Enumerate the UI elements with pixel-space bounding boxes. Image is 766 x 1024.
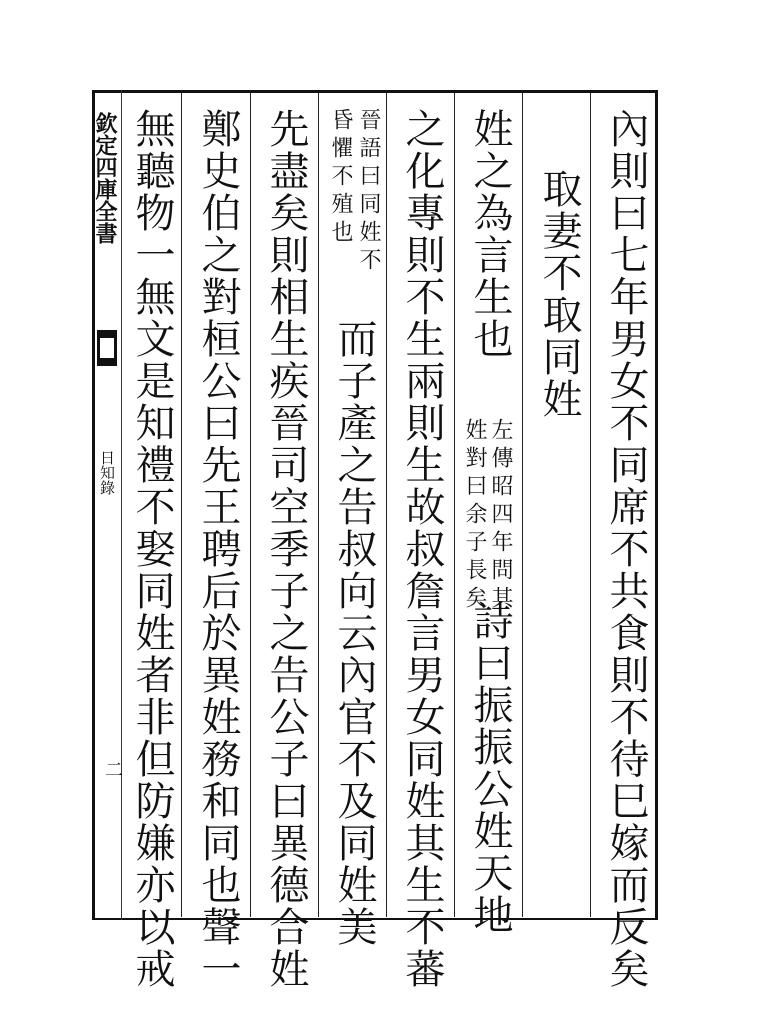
column-3-text-a: 姓之為言生也 xyxy=(467,108,513,360)
fishtail-mark-icon xyxy=(97,330,117,366)
text-column-3 xyxy=(464,108,516,360)
column-rule xyxy=(250,93,251,917)
section-heading: 取妻不取同姓 xyxy=(536,168,582,420)
inline-note-line-2: 姓對曰余子長矣 xyxy=(462,418,487,614)
banner-title: 欽定四庫全書 xyxy=(92,112,118,244)
inline-note-line-4: 昏懼不殖也 xyxy=(328,108,353,248)
column-rule xyxy=(454,93,455,917)
column-rule xyxy=(590,93,591,917)
column-rule xyxy=(386,93,387,917)
text-column-6: 先盡矣則相生疾晉司空季子之告公子曰異德合姓 xyxy=(263,108,309,990)
column-5-text: 而子產之告叔向云內官不及同姓美 xyxy=(331,318,377,948)
text-column-1: 內則曰七年男女不同席不共食則不待巳嫁而反矣 xyxy=(603,108,649,990)
inline-note-line-1: 左傳昭四年問其 xyxy=(488,418,513,614)
column-rule xyxy=(318,93,319,917)
text-column-7: 鄭史伯之對桓公曰先王聘后於異姓務和同也聲一 xyxy=(195,108,241,990)
inline-note-line-3: 晉語曰同姓不 xyxy=(356,108,381,276)
text-column-8: 無聽物一無文是知禮不娶同姓者非但防嫌亦以戒 xyxy=(129,108,175,990)
column-3-text-b: 詩曰振振公姓天地 xyxy=(467,600,513,936)
column-rule xyxy=(522,93,523,917)
text-column-4: 之化專則不生兩則生故叔詹言男女同姓其生不蕃 xyxy=(399,108,445,990)
folio-number: 二 xyxy=(102,760,123,778)
column-rule xyxy=(181,93,182,917)
book-title: 日知錄 xyxy=(98,450,116,495)
